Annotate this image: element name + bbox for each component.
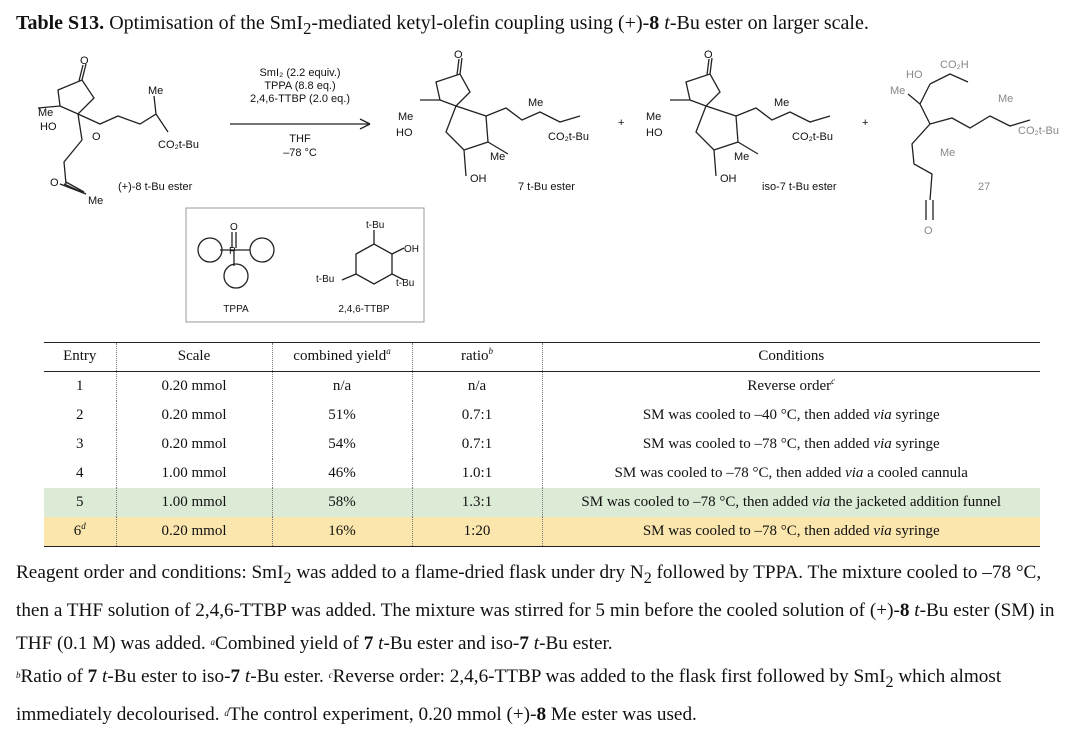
atom-label: OH xyxy=(404,244,419,255)
atom-label: Me xyxy=(774,97,790,109)
cell-yield: n/a xyxy=(272,372,412,402)
product-label: iso-7 t-Bu ester xyxy=(762,181,837,193)
plus-sign: + xyxy=(862,117,869,129)
header-scale: Scale xyxy=(116,343,272,372)
cell-ratio: n/a xyxy=(412,372,542,402)
footnote-paragraph: Reagent order and conditions: SmI$_2$ was added to a flame-dried flask under dry $N_2$ followed by TPPA. The mixture cooled to –78 °C, then a THF solution of 2,4,6-TTBP was added. The mixture was stirred for 5 min before the cooled solution of (+)-8 t-Bu ester (SM) in THF (0.1 M) was added. $^a$Combined yield of 7 t-Bu ester and iso-7 t-Bu ester. $^b$Ratio of 7 t-Bu ester to iso-7 t-Bu ester. $^c$Reverse order: 2,4,6-TTBP was added to the flask first followed by SmI$_2$ which almost immediately decolourised. $^d$The control experiment, 0.20 mmol (+)-8 Me ester was used. xyxy=(16,562,1055,726)
table-row xyxy=(44,372,1040,402)
cell-conditions: SM was cooled to –78 °C, then added via syringe xyxy=(542,517,1040,547)
cell-entry: 4 xyxy=(76,464,84,481)
results-table xyxy=(44,342,1040,547)
atom-label: OH xyxy=(720,173,737,185)
table-row xyxy=(44,517,1040,547)
table-header-row xyxy=(44,343,1040,372)
cell-conditions: Reverse order$^c$ xyxy=(542,372,1040,402)
atom-label: OH xyxy=(470,173,487,185)
cell-yield: 46% xyxy=(272,459,412,488)
cell-entry: 6$^d$ xyxy=(44,517,116,547)
atom-label: CO₂t-Bu xyxy=(548,131,589,143)
cell-yield: 54% xyxy=(272,430,412,459)
atom-label: HO xyxy=(906,69,923,81)
ttbp-label: 2,4,6-TTBP xyxy=(338,304,390,315)
atom-label: Me xyxy=(398,111,414,123)
atom-label: O xyxy=(80,55,89,67)
atom-label: t-Bu xyxy=(316,274,335,285)
atom-label: O xyxy=(230,222,238,233)
caption-text: -Bu ester on larger scale. xyxy=(669,12,869,34)
atom-label: Me xyxy=(940,147,956,159)
cell-entry: 3 xyxy=(76,435,84,452)
tppa-label: TPPA xyxy=(223,304,249,315)
atom-label: O xyxy=(50,177,59,189)
atom-label: HO xyxy=(646,127,663,139)
cell-yield: 58% xyxy=(272,488,412,517)
caption-italic: t xyxy=(664,12,670,34)
cell-conditions: SM was cooled to –78 °C, then added via syringe xyxy=(542,430,1040,459)
atom-label: Me xyxy=(490,151,506,163)
cell-entry: 5 xyxy=(44,488,116,517)
product-label: 27 xyxy=(978,181,991,193)
header-ratio: ratio$^b$ xyxy=(412,343,542,372)
cell-scale: 0.20 mmol xyxy=(116,430,272,459)
product-label: 7 t-Bu ester xyxy=(518,181,575,193)
atom-label: Me xyxy=(528,97,544,109)
cell-ratio: 1:20 xyxy=(412,517,542,547)
cell-scale: 0.20 mmol xyxy=(116,372,272,402)
atom-label: O xyxy=(92,131,101,143)
cell-entry: 1 xyxy=(76,377,84,394)
cell-conditions: SM was cooled to –40 °C, then added via syringe xyxy=(542,401,1040,430)
cell-ratio: 0.7:1 xyxy=(412,430,542,459)
atom-label: Me xyxy=(890,85,906,97)
atom-label: t-Bu xyxy=(366,220,385,231)
caption-text: -mediated ketyl-olefin coupling using (+)- xyxy=(311,12,650,34)
caption-subscript: 2 xyxy=(303,19,312,38)
atom-label: HO xyxy=(40,121,57,133)
cell-ratio: 1.3:1 xyxy=(412,488,542,517)
temperature-label: –78 °C xyxy=(283,147,317,159)
atom-label: t-Bu xyxy=(396,278,415,289)
atom-label: CO₂t-Bu xyxy=(158,139,199,151)
atom-label: O xyxy=(924,225,933,237)
table-row xyxy=(44,401,1040,430)
caption-label: Table S13. xyxy=(16,12,105,34)
atom-label: Me xyxy=(998,93,1014,105)
atom-label: Me xyxy=(38,107,54,119)
cell-entry: 2 xyxy=(76,406,84,423)
solvent-label: THF xyxy=(289,133,311,145)
atom-label: O xyxy=(454,49,463,61)
cell-ratio: 1.0:1 xyxy=(412,459,542,488)
cell-scale: 1.00 mmol xyxy=(116,488,272,517)
cell-scale: 0.20 mmol xyxy=(116,401,272,430)
table-row xyxy=(44,488,1040,517)
atom-label: CO₂t-Bu xyxy=(1018,125,1059,137)
table-caption xyxy=(16,12,869,39)
cell-conditions: SM was cooled to –78 °C, then added via the jacketed addition funnel xyxy=(542,488,1040,517)
cell-scale: 1.00 mmol xyxy=(116,459,272,488)
atom-label: P xyxy=(229,246,236,257)
atom-label: Me xyxy=(646,111,662,123)
header-conditions: Conditions xyxy=(542,343,1040,372)
atom-label: Me xyxy=(148,85,164,97)
table-row xyxy=(44,459,1040,488)
atom-label: Me xyxy=(88,195,104,207)
header-entry: Entry xyxy=(44,343,116,372)
table-row xyxy=(44,430,1040,459)
atom-label: Me xyxy=(734,151,750,163)
atom-label: O xyxy=(704,49,713,61)
atom-label: CO₂t-Bu xyxy=(792,131,833,143)
reagent-line: TPPA (8.8 eq.) xyxy=(264,80,336,92)
caption-text: Optimisation of the SmI xyxy=(104,12,304,34)
cell-yield: 51% xyxy=(272,401,412,430)
reagent-line: 2,4,6-TTBP (2.0 eq.) xyxy=(249,93,351,105)
reagent-line: SmI₂ (2.2 equiv.) xyxy=(259,67,341,79)
cell-scale: 0.20 mmol xyxy=(116,517,272,547)
reaction-scheme xyxy=(0,44,1080,334)
caption-compound: 8 xyxy=(649,12,660,34)
atom-label: CO₂H xyxy=(940,59,969,71)
cell-conditions: SM was cooled to –78 °C, then added via a cooled cannula xyxy=(542,459,1040,488)
plus-sign: + xyxy=(618,117,625,129)
cell-yield: 16% xyxy=(272,517,412,547)
header-yield: combined yield$^a$ xyxy=(272,343,412,372)
cell-ratio: 0.7:1 xyxy=(412,401,542,430)
table-footnotes xyxy=(16,557,1074,732)
atom-label: HO xyxy=(396,127,413,139)
sm-label: (+)-8 t-Bu ester xyxy=(118,181,193,193)
